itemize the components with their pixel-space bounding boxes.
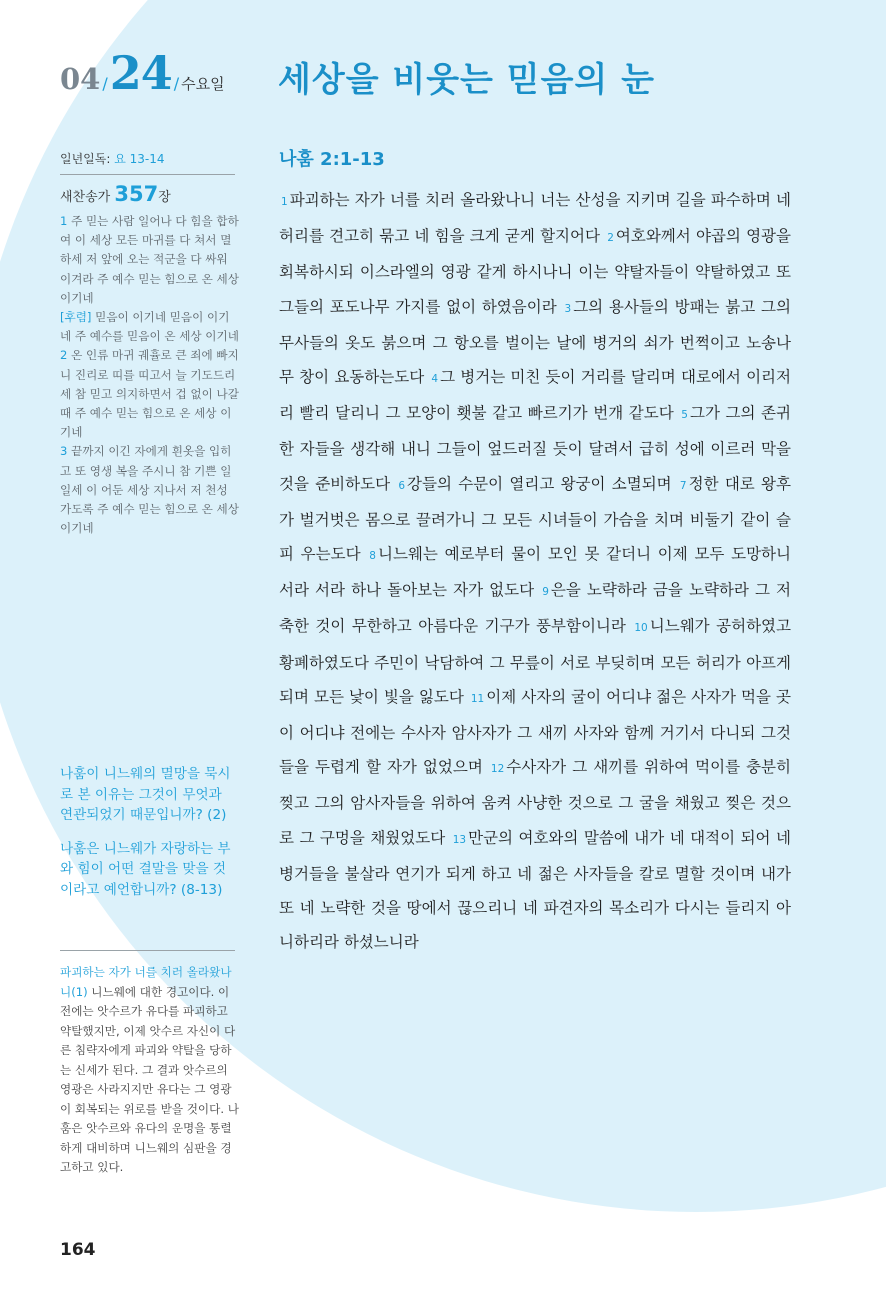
date-slash: / xyxy=(102,74,108,93)
verse-text: 만군의 여호와의 말씀에 내가 네 대적이 되어 네 병거들을 불살라 연기가 되게 하고 네 젊은 사자들을 칼로 멸할 것이며 내가 또 네 노략한 것을 땅에서 끊으리니 네 파견자의 목소리가 다시는 들리지 아니하리라 하셨느니라 xyxy=(279,828,791,952)
verse-number: 5 xyxy=(681,409,688,422)
verse-text: 은을 노략하라 금을 노략하라 그 저축한 것이 무한하고 아름다운 기구가 풍부함이니라 xyxy=(279,581,792,636)
commentary-note xyxy=(60,963,240,1178)
hymn-lyrics xyxy=(60,212,239,538)
date-day: 24 xyxy=(109,46,172,100)
verse-number: 2 xyxy=(607,232,614,245)
verse-text: 이제 사자의 굴이 어디냐 젊은 사자가 먹을 곳이 어디냐 전에는 수사자 암사자가 그 새끼 사자와 함께 거기서 다니되 그것들을 두렵게 할 자가 없었으며 xyxy=(279,687,791,777)
hymn-number: 357 xyxy=(114,182,159,206)
date-weekday: 수요일 xyxy=(181,75,225,93)
hymn-verse-number: [후렴] xyxy=(60,310,92,325)
hymn-verse-number: 3 xyxy=(60,444,68,459)
verse-number: 12 xyxy=(490,763,505,776)
page-number: 164 xyxy=(60,1240,96,1260)
hymn-verse xyxy=(60,308,239,346)
hymn-verse xyxy=(60,212,239,308)
hymn-verse xyxy=(60,442,239,538)
verse-number: 7 xyxy=(679,479,687,492)
verse-number: 9 xyxy=(542,586,549,599)
reflection-questions xyxy=(60,764,239,914)
verse-number: 6 xyxy=(398,479,406,492)
date-header xyxy=(60,46,225,100)
verse-text: 강들의 수문이 열리고 왕궁이 소멸되며 xyxy=(407,474,672,493)
verse-number: 11 xyxy=(470,692,485,705)
verse-text: 그의 용사들의 방패는 붉고 그의 무사들의 옷도 붉으며 그 항오를 벌이는 날에 병거의 쇠가 번쩍이고 노송나무 창이 요동하는도다 xyxy=(279,297,791,387)
verse-number: 8 xyxy=(369,550,376,563)
divider xyxy=(60,950,235,951)
verse-text: 파괴하는 자가 너를 치러 올라왔나니 너는 산성을 지키며 길을 파수하며 네 허리를 견고히 묶고 네 힘을 크게 굳게 할지어다 xyxy=(279,191,791,246)
annual-reading xyxy=(60,150,165,167)
date-month: 04 xyxy=(60,62,101,96)
verse-text: 정한 대로 왕후가 벌거벗은 몸으로 끌려가니 그 모든 시녀들이 가슴을 치며 비둘기 같이 슬피 우는도다 xyxy=(279,474,791,564)
verse-number: 13 xyxy=(452,833,467,846)
verse-text: 그가 그의 존귀한 자들을 생각해 내니 그들이 엎드러질 듯이 달려서 급히 성에 이르러 막을 것을 준비하도다 xyxy=(279,404,791,493)
passage-reference: 나훔 2:1-13 xyxy=(279,149,385,170)
hymn-heading xyxy=(60,182,171,206)
hymn-verse-number: 2 xyxy=(60,348,68,363)
question-item: 나훔은 니느웨가 자랑하는 부와 힘이 어떤 결말을 맞을 것이라고 예언합니까? (8-13) xyxy=(60,840,231,898)
verse-number: 1 xyxy=(281,196,288,208)
verse-text: 그 병거는 미친 듯이 거리를 달리며 대로에서 이리저리 빨리 달리니 그 모양이 횃불 같고 빠르기가 번개 같도다 xyxy=(279,368,791,423)
verse-text: 수사자가 그 새끼를 위하여 먹이를 충분히 찢고 그의 암사자들을 위하여 움켜 사냥한 것으로 그 굴을 채웠고 찢은 것으로 그 구멍을 채웠었도다 xyxy=(279,758,791,847)
hymn-verse xyxy=(60,346,239,442)
annual-reading-label: 일년일독: xyxy=(60,152,111,166)
verse-text: 여호와께서 야곱의 영광을 회복하시되 이스라엘의 영광 같게 하시나니 이는 약탈자들이 약탈하였고 또 그들의 포도나무 가지를 없이 하였음이라 xyxy=(279,227,791,316)
note-text: 니느웨에 대한 경고이다. 이전에는 앗수르가 유다를 파괴하고 약탈했지만, 이제 앗수르 자신이 다른 침략자에게 파괴와 약탈을 당하는 신세가 된다. 그 결과 앗수르의 영광은 사라지지만 유다는 그 영광이 회복되는 위로를 받을 것이다. 나훔은 앗수르와 유다의 운명을 통렬하게 대비하며 니느웨의 심판을 경고하고 있다. xyxy=(60,984,239,1174)
scripture-text xyxy=(279,183,791,959)
annual-reading-reference: 요 13-14 xyxy=(114,152,165,166)
verse-number: 4 xyxy=(431,373,439,386)
question-item: 나훔이 니느웨의 멸망을 묵시로 본 이유는 그것이 무엇과 연관되었기 때문입니까? (2) xyxy=(60,766,231,824)
hymn-verse-text: 온 인류 마귀 궤휼로 큰 죄에 빠지니 진리로 띠를 띠고서 늘 기도드리세 참 믿고 의지하면서 겁 없이 나갈 때 주 예수 믿는 힘으로 온 세상 이기네 xyxy=(60,348,239,440)
verse-number: 10 xyxy=(634,622,648,635)
verse-text: 니느웨가 공허하였고 황폐하였도다 주민이 낙담하여 그 무릎이 서로 부딪히며 모든 허리가 아프게 되며 모든 낯이 빛을 잃도다 xyxy=(279,617,791,706)
hymn-verse-text: 주 믿는 사람 일어나 다 힘을 합하여 이 세상 모든 마귀를 다 쳐서 멸하세 저 앞에 오는 적군을 다 싸워 이겨라 주 예수 믿는 힘으로 온 세상 이기네 xyxy=(60,214,239,305)
hymn-prefix: 새찬송가 xyxy=(60,190,111,205)
hymn-verse-text: 끝까지 이긴 자에게 흰옷을 입히고 또 영생 복을 주시니 참 기쁜 일일세 이 어둔 세상 지나서 저 천성 가도록 주 예수 믿는 힘으로 온 세상 이기네 xyxy=(60,444,239,536)
divider xyxy=(60,174,235,175)
verse-number: 3 xyxy=(564,302,572,315)
verse-text: 니느웨는 예로부터 물이 모인 못 같더니 이제 모두 도망하니 서라 서라 하나 돌아보는 자가 없도다 xyxy=(279,545,791,600)
hymn-verse-number: 1 xyxy=(60,214,68,228)
page-title: 세상을 비웃는 믿음의 눈 xyxy=(278,60,655,100)
hymn-verse-text: 믿음이 이기네 믿음이 이기네 주 예수를 믿음이 온 세상 이기네 xyxy=(60,310,239,344)
note-highlight: 파괴하는 자가 너를 치러 올라왔나니(1) xyxy=(60,965,232,999)
date-slash: / xyxy=(173,74,180,93)
hymn-suffix: 장 xyxy=(158,190,171,205)
